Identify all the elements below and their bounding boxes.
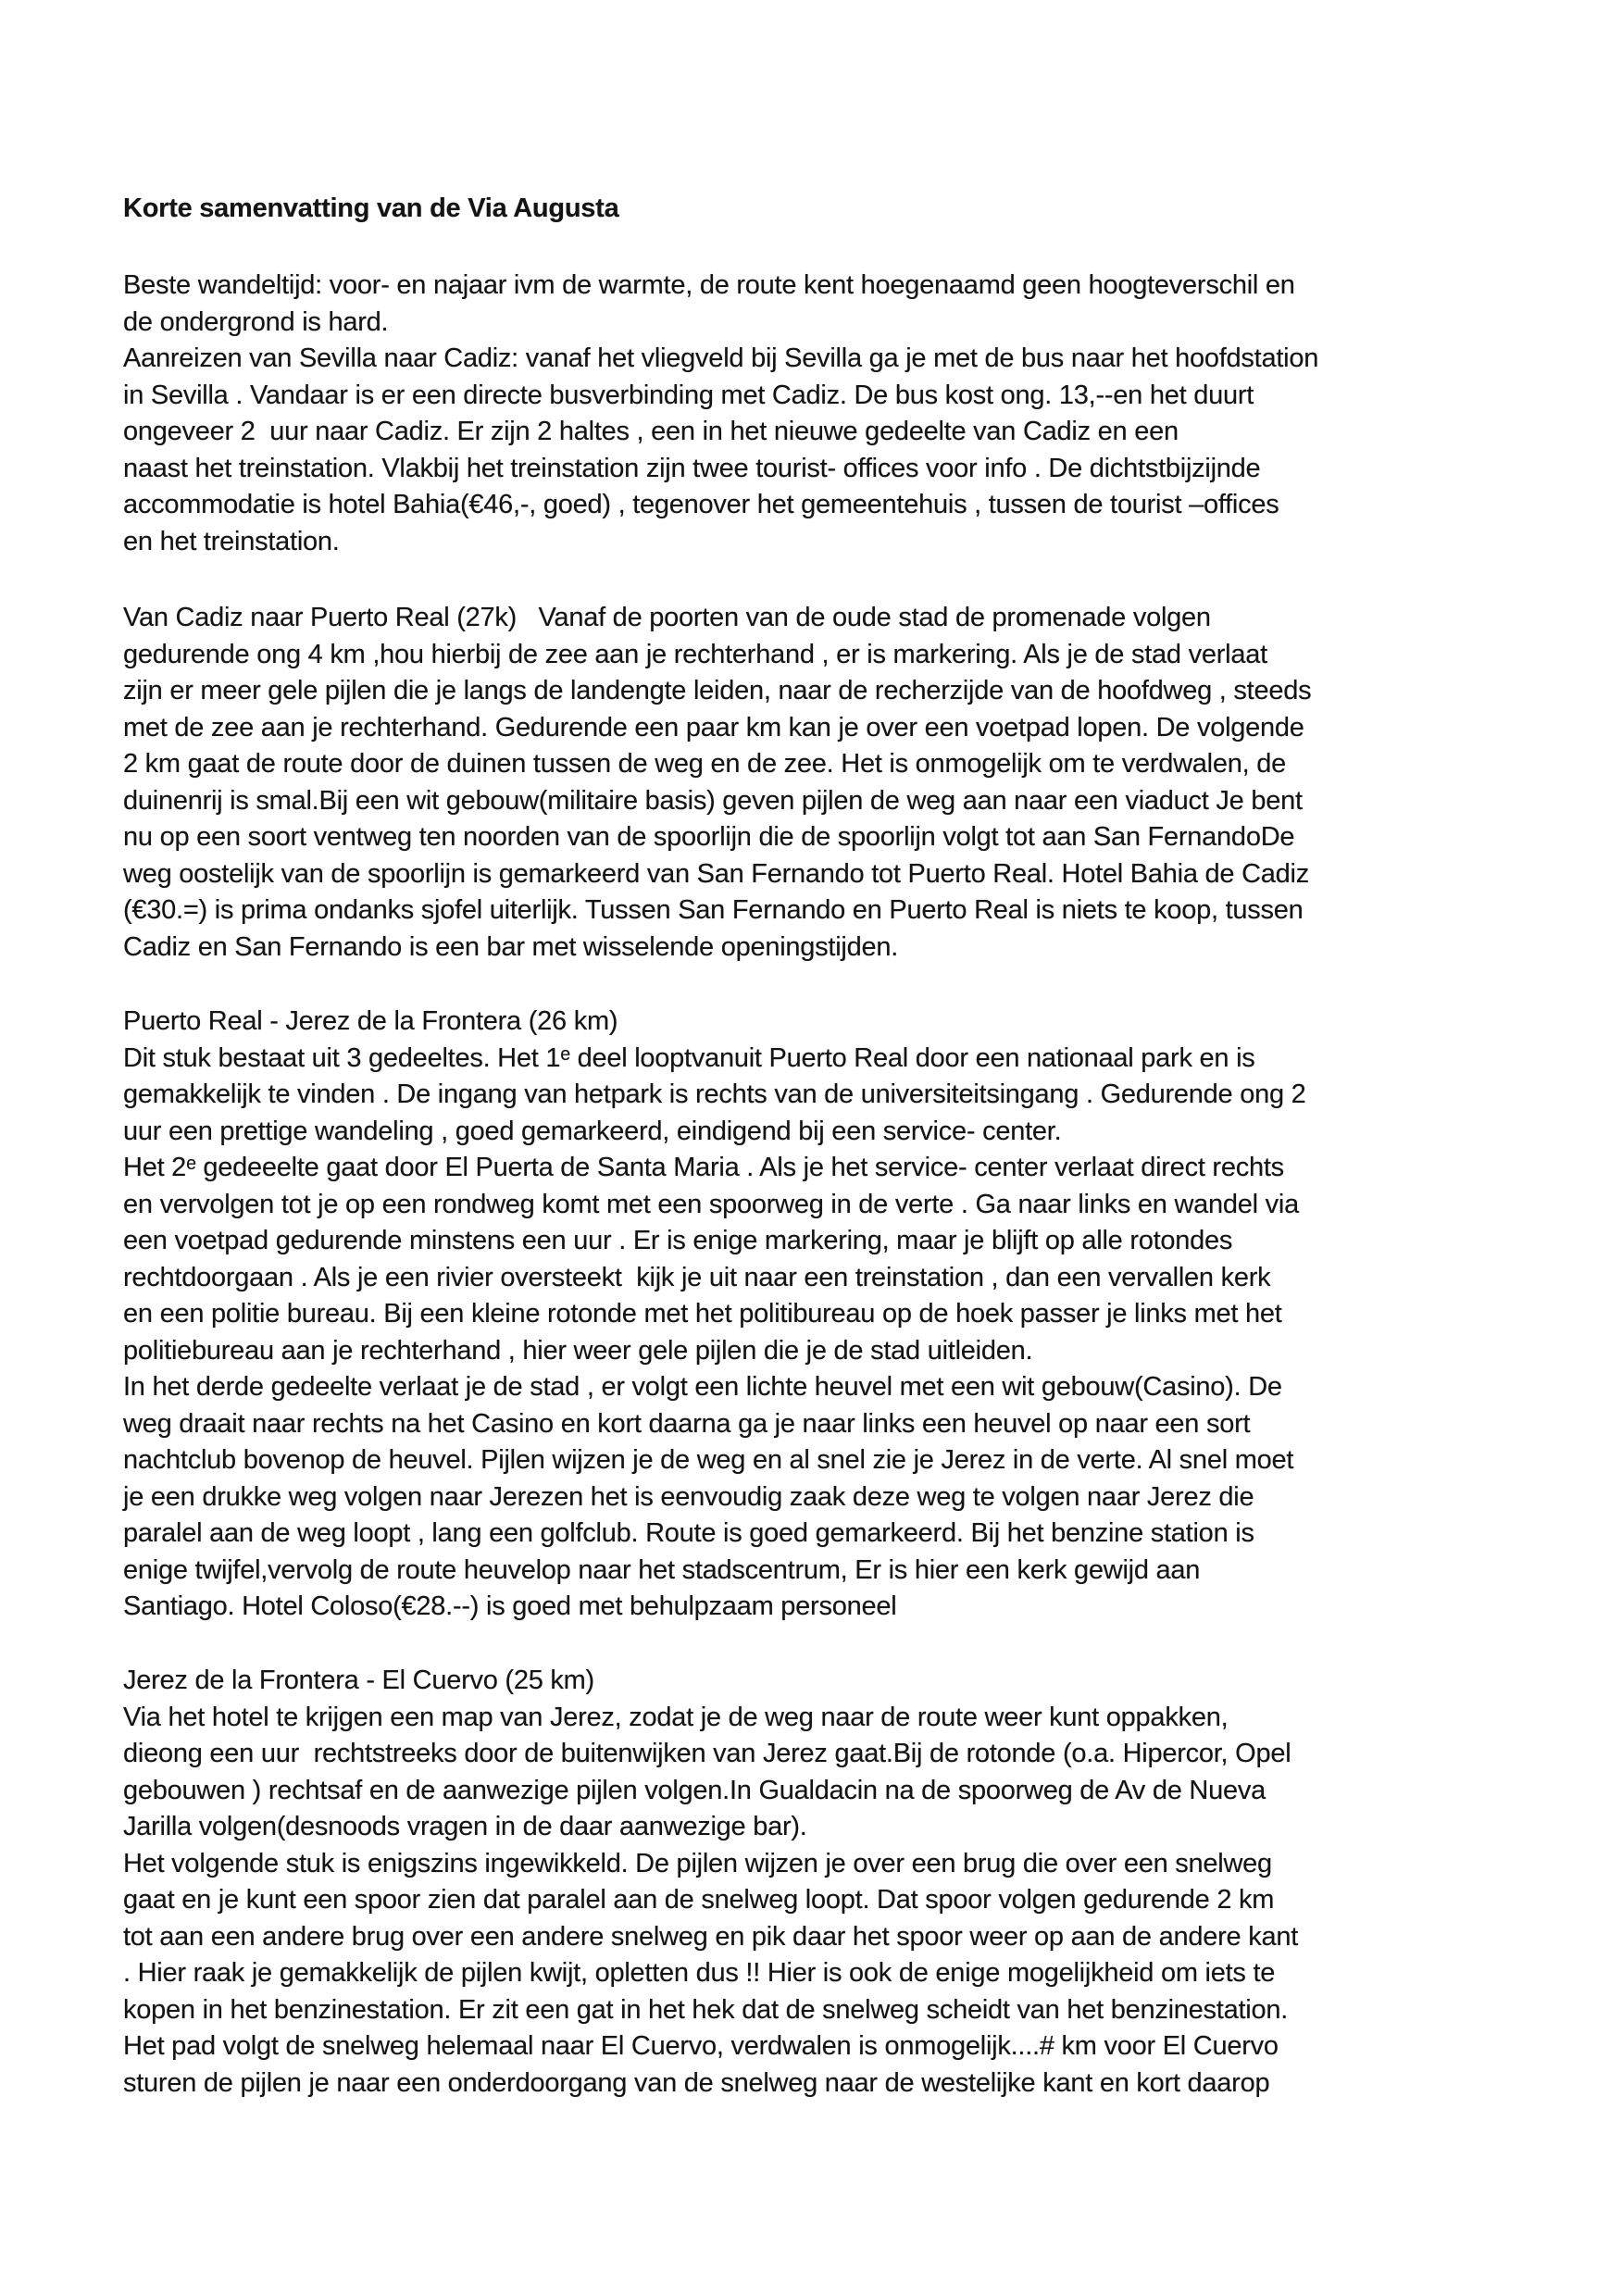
text-line: gebouwen ) rechtsaf en de aanwezige pijlen volgen.In Gualdacin na de spoorweg de Av de Nueva [123, 1775, 1266, 1805]
text-line: Het pad volgt de snelweg helemaal naar El Cuervo, verdwalen is onmogelijk....# km voor El Cuervo [123, 2031, 1279, 2061]
text-line: Beste wandeltijd: voor- en najaar ivm de warmte, de route kent hoegenaamd geen hoogteverschil en [123, 270, 1295, 300]
text-line: Jarilla volgen(desnoods vragen in de daar aanwezige bar). [123, 1812, 807, 1841]
text-line: naast het treinstation. Vlakbij het treinstation zijn twee tourist- offices voor info . De dichtstbijzijnde [123, 453, 1261, 483]
document-title [123, 191, 1585, 228]
text-line: Aanreizen van Sevilla naar Cadiz: vanaf het vliegveld bij Sevilla ga je met de bus naar het hoofdstation [123, 343, 1319, 373]
text-line: Dit stuk bestaat uit 3 gedeeltes. Het 1ᵉ deel looptvanuit Puerto Real door een nationaal park en is [123, 1042, 1255, 1073]
text-line: zijn er meer gele pijlen die je langs de landengte leiden, naar de recherzijde van de hoofdweg , steeds [123, 676, 1312, 705]
text-line: dieong een uur rechtstreeks door de buitenwijken van Jerez gaat.Bij de rotonde (o.a. Hipercor, Opel [123, 1739, 1291, 1768]
text-line: paralel aan de weg loopt , lang een golfclub. Route is goed gemarkeerd. Bij het benzine station is [123, 1518, 1254, 1548]
text-line: je een drukke weg volgen naar Jerezen het is eenvoudig zaak deze weg te volgen naar Jerez die [123, 1481, 1254, 1512]
text-line: duinenrij is smal.Bij een wit gebouw(militaire basis) geven pijlen de weg aan naar een viaduct Je bent [123, 785, 1303, 816]
text-line: Santiago. Hotel Coloso(€28.--) is goed met behulpzaam personeel [123, 1591, 897, 1621]
paragraph-puerto-real-jerez [123, 1004, 1585, 1626]
text-line: gemakkelijk te vinden . De ingang van hetpark is rechts van de universiteitsingang . Gedurende ong 2 [123, 1079, 1306, 1109]
text-line: politiebureau aan je rechterhand , hier weer gele pijlen die je de stad uitleiden. [123, 1335, 1033, 1366]
text-line: Korte samenvatting van de Via Augusta [123, 193, 619, 223]
text-line: Cadiz en San Fernando is een bar met wisselende openingstijden. [123, 931, 899, 962]
text-line: Via het hotel te krijgen een map van Jerez, zodat je de weg naar de route weer kunt oppakken, [123, 1702, 1229, 1732]
text-line: in Sevilla . Vandaar is er een directe busverbinding met Cadiz. De bus kost ong. 13,--en het duurt [123, 380, 1254, 410]
text-line: gaat en je kunt een spoor zien dat paralel aan de snelweg loopt. Dat spoor volgen gedurende 2 km [123, 1885, 1275, 1915]
text-line: . Hier raak je gemakkelijk de pijlen kwijt, opletten dus !! Hier is ook de enige mogelijkheid om iets te [123, 1958, 1276, 1988]
text-line: enige twijfel,vervolg de route heuvelop naar het stadscentrum, Er is hier een kerk gewijd aan [123, 1554, 1201, 1585]
text-line: gedurende ong 4 km ,hou hierbij de zee aan je rechterhand , er is markering. Als je de stad verlaat [123, 639, 1267, 669]
text-line: en het treinstation. [123, 526, 340, 556]
text-line: (€30.=) is prima ondanks sjofel uiterlijk. Tussen San Fernando en Puerto Real is niets te koop, tussen [123, 895, 1304, 925]
text-line: ongeveer 2 uur naar Cadiz. Er zijn 2 haltes , een in het nieuwe gedeelte van Cadiz en een [123, 417, 1179, 446]
text-line: nu op een soort ventweg ten noorden van de spoorlijn die de spoorlijn volgt tot aan San FernandoDe [123, 822, 1295, 852]
text-line: weg draait naar rechts na het Casino en kort daarna ga je naar links een heuvel op naar een sort [123, 1408, 1251, 1439]
text-line: tot aan een andere brug over een andere snelweg en pik daar het spoor weer op aan de andere kant [123, 1921, 1299, 1952]
text-line: uur een prettige wandeling , goed gemarkeerd, eindigend bij een service- center. [123, 1116, 1062, 1146]
text-line: rechtdoorgaan . Als je een rivier oversteekt kijk je uit naar een treinstation , dan een vervallen kerk [123, 1262, 1271, 1292]
text-line: nachtclub bovenop de heuvel. Pijlen wijzen je de weg en al snel zie je Jerez in de verte. Al snel moet [123, 1445, 1294, 1475]
text-line: de ondergrond is hard. [123, 306, 389, 337]
text-line: en vervolgen tot je op een rondweg komt met een spoorweg in de verte . Ga naar links en wandel via [123, 1189, 1299, 1219]
text-line: met de zee aan je rechterhand. Gedurende een paar km kan je over een voetpad lopen. De volgende [123, 712, 1304, 742]
text-line: Van Cadiz naar Puerto Real (27k) Vanaf de poorten van de oude stad de promenade volgen [123, 603, 1211, 632]
text-line: kopen in het benzinestation. Er zit een gat in het hek dat de snelweg scheidt van het benzinestation. [123, 1994, 1289, 2025]
text-line: 2 km gaat de route door de duinen tussen de weg en de zee. Het is onmogelijk om te verdwalen, de [123, 749, 1287, 779]
text-line: sturen de pijlen je naar een onderdoorgang van de snelweg naar de westelijke kant en kort daarop [123, 2067, 1270, 2098]
paragraph-cadiz-puerto-real [123, 600, 1585, 966]
text-line: Het 2ᵉ gedeeelte gaat door El Puerta de Santa Maria . Als je het service- center verlaat direct rechts [123, 1153, 1284, 1182]
text-line: accommodatie is hotel Bahia(€46,-, goed) , tegenover het gemeentehuis , tussen de tourist –offices [123, 490, 1279, 519]
text-line: Puerto Real - Jerez de la Frontera (26 km) [123, 1006, 618, 1036]
text-line: Jerez de la Frontera - El Cuervo (25 km) [123, 1666, 594, 1695]
text-line: en een politie bureau. Bij een kleine rotonde met het politibureau op de hoek passer je links met het [123, 1299, 1282, 1329]
text-line: weg oostelijk van de spoorlijn is gemarkeerd van San Fernando tot Puerto Real. Hotel Bahia de Cadiz [123, 858, 1309, 889]
paragraph-jerez-el-cuervo [123, 1663, 1585, 2102]
text-line: In het derde gedeelte verlaat je de stad , er volgt een lichte heuvel met een wit gebouw(Casino). De [123, 1372, 1282, 1402]
paragraph-intro-aanreizen [123, 268, 1585, 560]
text-line: Het volgende stuk is enigszins ingewikkeld. De pijlen wijzen je over een brug die over een snelweg [123, 1848, 1272, 1878]
text-line: een voetpad gedurende minstens een uur . Er is enige markering, maar je blijft op alle rotondes [123, 1226, 1233, 1255]
